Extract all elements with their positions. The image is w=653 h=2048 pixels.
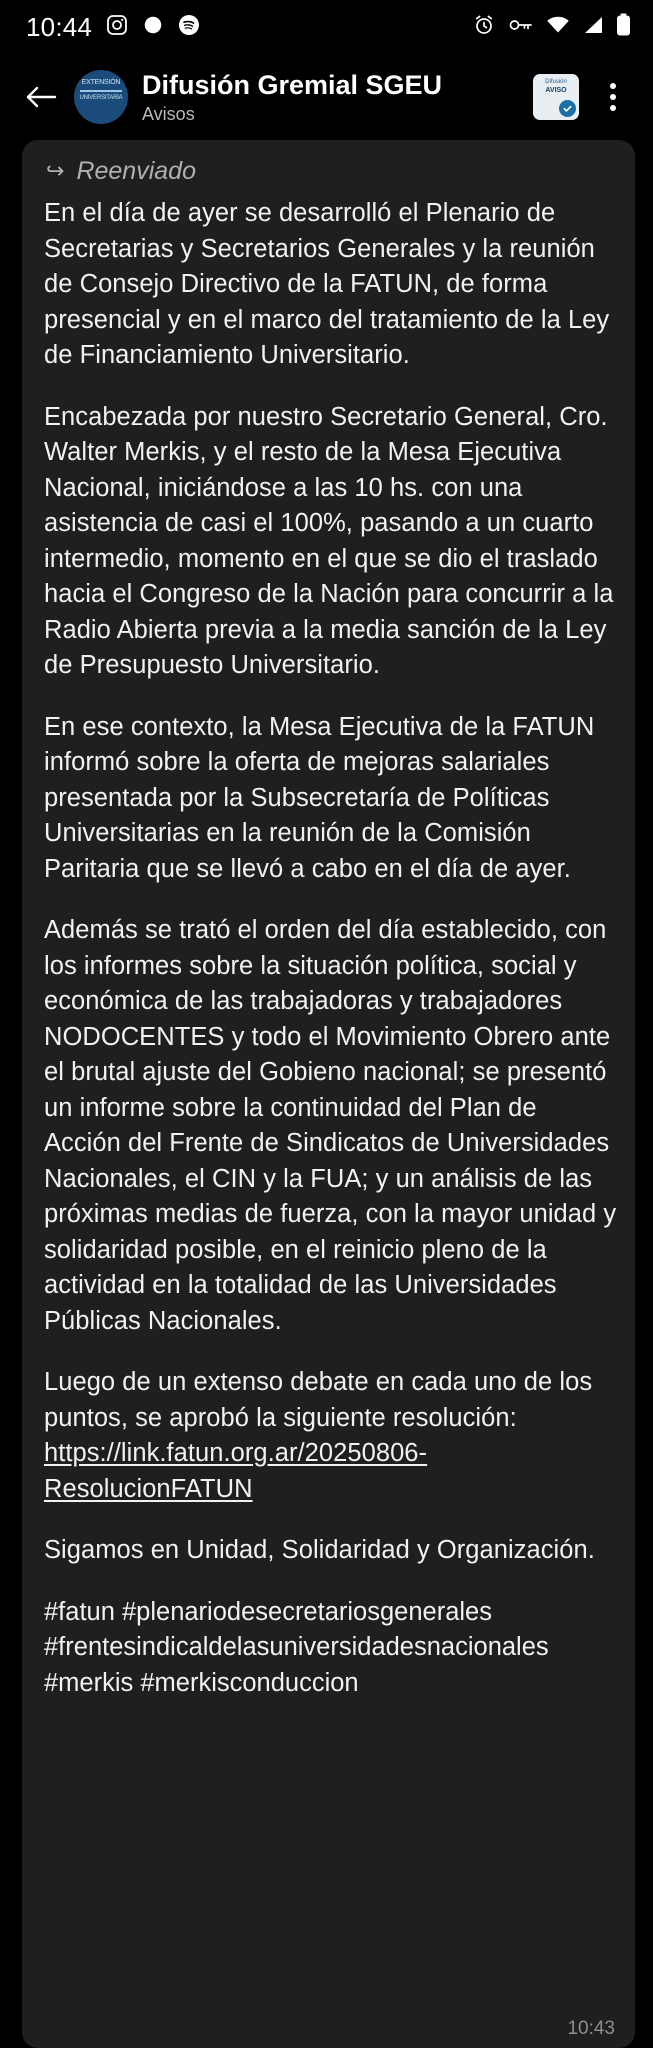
spotify-icon [177,13,201,42]
verified-badge-icon [559,100,576,117]
status-clock: 10:44 [26,11,93,42]
instagram-icon [105,13,129,42]
forwarded-label-row [44,156,617,186]
channel-title: Difusión Gremial SGEU [142,69,443,100]
menu-dot-3 [610,105,616,111]
app-bar-titles[interactable] [142,70,533,125]
forward-arrow-icon: ↪ [46,158,65,183]
signal-icon [582,15,604,40]
message-closing-paragraph: Sigamos en Unidad, Solidaridad y Organización. [44,1536,595,1564]
message-bubble[interactable] [22,140,635,2048]
vpn-key-icon [508,15,534,40]
avatar-divider [80,90,122,92]
message-timestamp: 10:43 [567,2018,615,2039]
message-paragraph-1: En el día de ayer se desarrolló el Plenario de Secretarias y Secretarios Generales y la reunión de Consejo Directivo de la FATUN, de forma presencial y en el marco del tratamiento de la Ley de Financiamiento Universitario. [44,199,610,369]
forwarded-label: Reenviado [76,157,196,185]
chat-area[interactable] [0,140,653,2048]
resolution-link[interactable]: https://link.fatun.org.ar/20250806-ResolucionFATUN [44,1439,428,1503]
app-bar [0,54,653,140]
menu-dot-2 [610,94,616,100]
status-bar [0,0,653,54]
alarm-icon [472,13,496,42]
channel-avatar[interactable] [74,70,128,124]
back-arrow-icon [24,82,58,112]
avatar-top-text: EXTENSIÓN [81,79,121,86]
status-bar-left [26,12,201,43]
channel-thumbnail[interactable] [533,74,579,120]
resolution-prefix-text: Luego de un extenso debate en cada uno de los puntos, se aprobó la siguiente resolución: [44,1368,593,1432]
thumbnail-line-2: AVISO [545,87,567,94]
avatar-bottom-text: UNIVERSITARIA [79,95,123,101]
thumbnail-line-1: Difusión [545,79,567,85]
back-button[interactable] [14,70,68,124]
wifi-icon [546,15,570,40]
message-hashtags: #fatun #plenariodesecretariosgenerales #frentesindicaldelasuniversidadesnacionales #merkis #merkisconduccion [44,1597,549,1697]
message-paragraph-3: En ese contexto, la Mesa Ejecutiva de la FATUN informó sobre la oferta de mejoras salariales presentada por la Subsecretaría de Políticas Universitarias en la reunión de la Comisión Paritaria que se llevó a cabo en el día de ayer. [44,712,595,883]
status-bar-right [472,13,631,42]
message-paragraph-4: Además se trató el orden del día establecido, con los informes sobre la situación política, social y económica de las trabajadoras y trabajadores NODOCENTES y todo el Movimiento Obrero ante el brutal ajuste del Gobieno nacional; se presentó un informe sobre la continuidad del Plan de Acción del Frente de Sindicatos de Universidades Nacionales, el CIN y la FUA; y un análisis de las próximas medias de fuerza, con la mayor unidad y solidaridad posible, en el reinicio pleno de la actividad en la totalidad de las Universidades Públicas Nacionales. [44,916,617,1335]
battery-icon [616,13,631,41]
channel-subtitle: Avisos [142,103,195,124]
message-paragraph-2: Encabezada por nuestro Secretario General, Cro. Walter Merkis, y el resto de la Mesa Ejecutiva Nacional, iniciándose a las 10 hs. con una asistencia de casi el 100%, pasando a un cuarto intermedio, momento en el que se dio el traslado hacia el Congreso de la Nación para concurrir a la Radio Abierta previa a la media sanción de la Ley de Presupuesto Universitario. [44,402,614,679]
overflow-menu-button[interactable] [593,70,633,124]
message-resolution-paragraph [44,1365,617,1507]
circle-icon [142,14,164,41]
menu-dot-1 [610,83,616,89]
